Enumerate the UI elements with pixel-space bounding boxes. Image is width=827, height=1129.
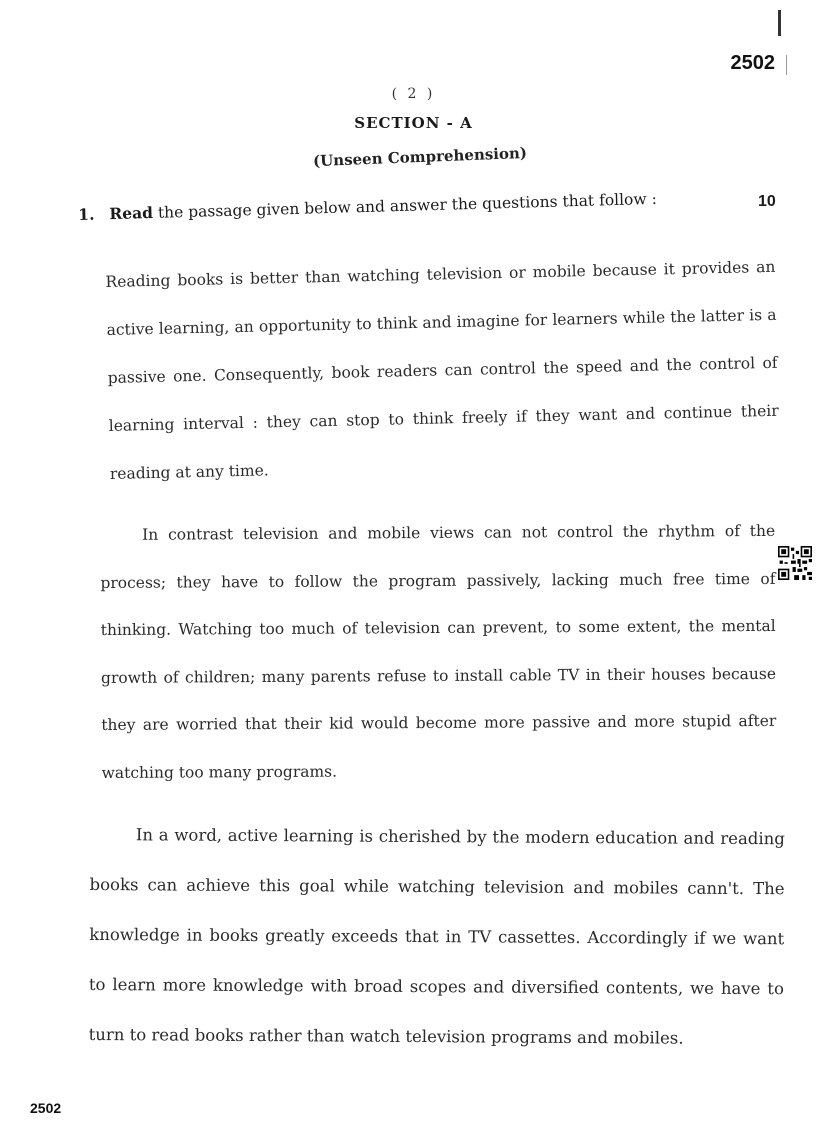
margin-mark: [786, 55, 787, 75]
question-text: the passage given below and answer the questions that follow :: [157, 189, 658, 222]
question-lead-word: Read: [109, 202, 154, 224]
paper-code-bottom: 2502: [30, 1100, 62, 1116]
question-marks: 10: [758, 193, 776, 210]
passage-paragraph-2: In contrast television and mobile views can not control the rhythm of the process; they have to follow the program passively, lacking much free time of thinking. Watching too much of television can prevent, to some extent, the mental growth of children; many parents refuse to install cable TV in their houses because they are worried that their kid would become more passive and more stupid after watching too many programs.: [100, 521, 777, 782]
margin-mark: [778, 10, 781, 36]
paper-code-top: 2502: [730, 52, 775, 74]
section-title: SECTION - A: [354, 114, 473, 132]
question-number: 1.: [78, 204, 95, 224]
page-number: ( 2 ): [391, 86, 436, 102]
passage-paragraph-3: In a word, active learning is cherished by the modern education and reading books can achieve this goal while watching television and mobiles cann't. The knowledge in books greatly exceeds that in TV cassettes. Accordingly if we want to learn more knowledge with broad scopes and diversified contents, we have to turn to read books rather than watch television programs and mobiles.: [88, 825, 785, 1048]
section-subtitle: (Unseen Comprehension): [312, 143, 528, 171]
question-instruction: [78, 188, 698, 224]
qr-code-icon: [776, 546, 814, 580]
passage-paragraph-1: Reading books is better than watching television or mobile because it provides an active learning, an opportunity to think and imagine for learners while the latter is a passive one. Consequently, book readers can control the speed and the control of learning interval : they can stop to think freely if they want and continue their reading at any time.: [105, 257, 779, 483]
